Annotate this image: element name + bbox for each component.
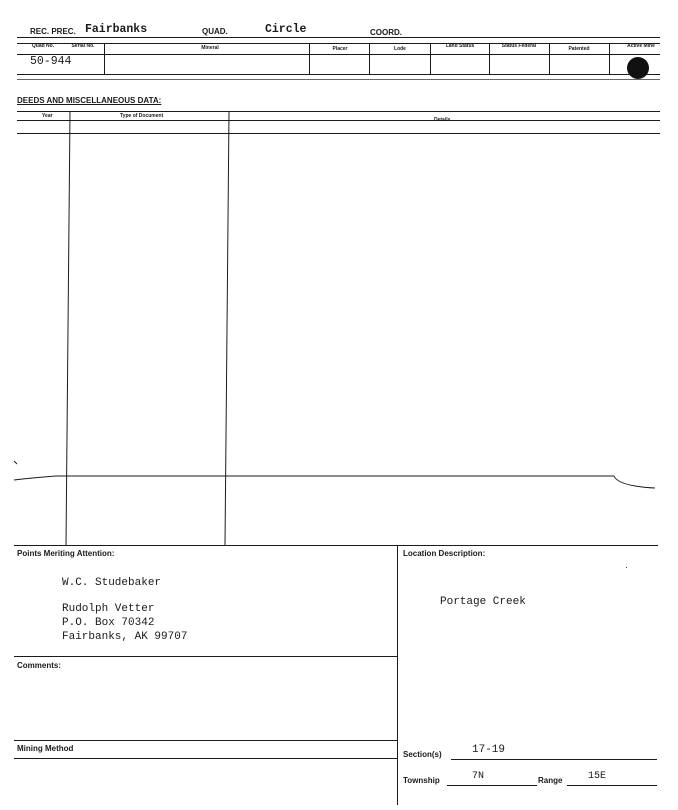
- col-mineral: Mineral: [201, 45, 219, 51]
- points-line-1: W.C. Studebaker: [62, 577, 162, 589]
- lower-divider: [397, 545, 398, 805]
- col-type: Type of Document: [120, 113, 164, 119]
- section-label: Section(s): [403, 750, 442, 759]
- location-value: Portage Creek: [440, 596, 526, 608]
- quad-serial-value: 50-944: [30, 55, 72, 68]
- mining-method-underline: [14, 758, 397, 759]
- quad-value: Circle: [265, 23, 307, 36]
- section-value: 17-19: [472, 744, 506, 756]
- col-patented: Patented: [568, 46, 590, 52]
- scan-dot: [626, 567, 627, 568]
- mining-method-label: Mining Method: [17, 744, 74, 753]
- points-line-3: P.O. Box 70342: [62, 617, 155, 629]
- mining-method-rule: [14, 740, 397, 741]
- rec-prec-label: REC. PREC.: [30, 27, 76, 36]
- township-value: 7N: [472, 771, 485, 782]
- lower-rule-top: [14, 545, 658, 546]
- township-underline: [447, 785, 537, 786]
- col-year: Year: [42, 113, 53, 119]
- rec-prec-value: Fairbanks: [85, 23, 148, 36]
- coord-label: COORD.: [370, 28, 402, 37]
- points-label: Points Meriting Attention:: [17, 549, 115, 558]
- deeds-divider-type: [225, 112, 229, 545]
- col-active: Active Mine: [627, 43, 655, 49]
- col-lode: Lode: [394, 46, 406, 52]
- comments-rule: [14, 656, 397, 657]
- section-underline: [451, 759, 657, 760]
- col-quad-no: Quad No.: [31, 43, 55, 49]
- col-details: Details: [434, 117, 451, 123]
- col-status-federal: Status Federal: [501, 43, 537, 49]
- col-land-status: Land Status: [445, 43, 475, 49]
- points-line-2: Rudolph Vetter: [62, 603, 155, 615]
- fold-line: [14, 476, 655, 488]
- scan-mark: [14, 461, 17, 464]
- range-underline: [567, 785, 657, 786]
- col-placer: Placer: [332, 46, 348, 52]
- range-label: Range: [538, 776, 563, 785]
- points-line-4: Fairbanks, AK 99707: [62, 631, 188, 643]
- range-value: 15E: [588, 771, 607, 782]
- col-serial-no: Serial No.: [71, 43, 95, 49]
- comments-label: Comments:: [17, 661, 62, 670]
- quad-label: QUAD.: [202, 27, 228, 36]
- deeds-title: DEEDS AND MISCELLANEOUS DATA:: [17, 96, 162, 105]
- location-label: Location Description:: [403, 549, 486, 558]
- deeds-divider-year: [66, 112, 70, 545]
- township-label: Township: [403, 776, 440, 785]
